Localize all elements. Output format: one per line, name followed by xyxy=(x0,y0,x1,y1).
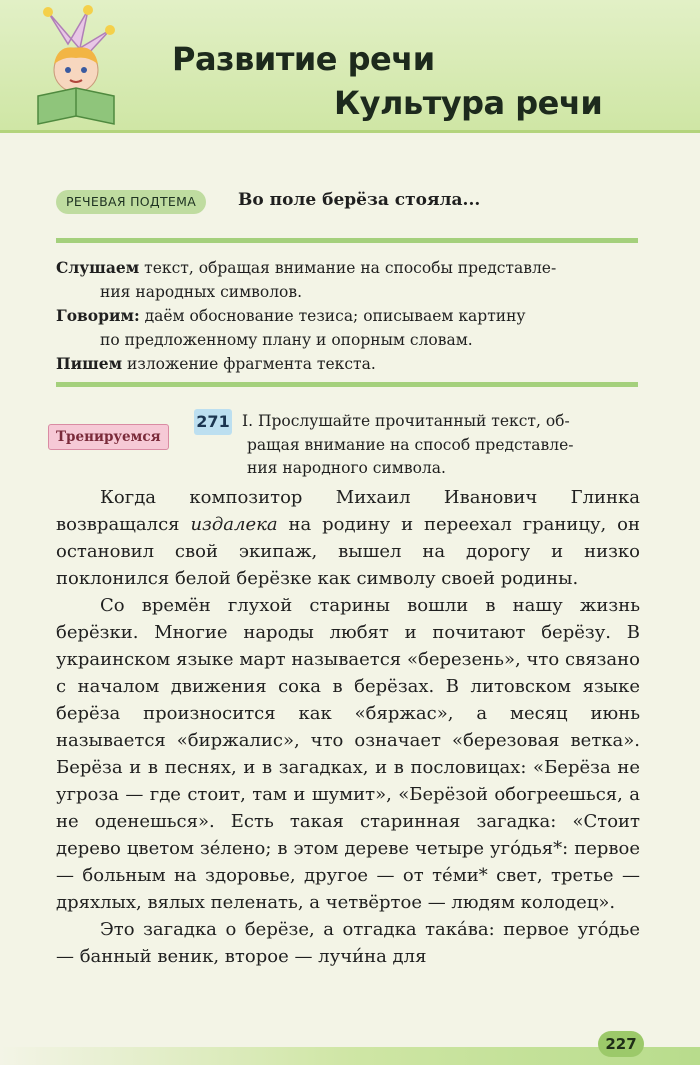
skills-block xyxy=(56,256,640,377)
paragraph-1: Когда композитор Михаил Иванович Глинка возвращался издалека на родину и переехал границу, он остановил свой экипаж, вышел на дорогу и низко поклонился белой берёзке как символу своей родины. xyxy=(56,487,641,589)
skill-speak: Говорим: даём обоснование тезиса; описываем картину xyxy=(56,306,526,325)
subtopic-badge: РЕЧЕВАЯ ПОДТЕМА xyxy=(56,190,206,214)
skill-write: Пишем изложение фрагмента текста. xyxy=(56,354,376,373)
divider-bottom xyxy=(56,382,638,387)
exercise-number: 271 xyxy=(194,409,232,435)
section-title-line-1: Развитие речи xyxy=(172,40,435,78)
mascot-reading-book-icon xyxy=(18,4,138,128)
page-number: 227 xyxy=(598,1031,644,1057)
divider-top xyxy=(56,238,638,243)
footer-band xyxy=(0,1047,700,1065)
task-line-1: I. Прослушайте прочитанный текст, об- xyxy=(242,412,570,430)
main-text xyxy=(56,484,640,970)
skill-speak-cont: по предложенному плану и опорным словам. xyxy=(100,330,473,349)
paragraph-2: Со времён глухой старины вошли в нашу жизнь берёзки. Многие народы любят и почитают берёзу. В украинском языке март называется «березень», что связано с началом движения сока в берёзах. В литовском языке берёза произносится как «бяржас», а месяц июнь называется «биржалис», что означает «березовая ветка». Берёза и в песнях, и в загадках, и в пословицах: «Берёза не угроза — где стоит, там и шумит», «Берёзой обогреешься, а не оденешься». Есть такая старинная загадка: «Стоит дерево цветом зе́лено; в этом дереве четыре уго́дья*: первое — больным на здоровье, другое — от те́ми* свет, третье — дряхлых, вялых пеленать, а четвёртое — людям колодец». xyxy=(56,595,640,913)
skill-listen: Слушаем текст, обращая внимание на способы представле- xyxy=(56,258,557,277)
section-title-line-2: Культура речи xyxy=(334,84,603,122)
task-line-3: ния народного символа. xyxy=(247,459,446,477)
subtopic-row xyxy=(56,188,646,218)
paragraph-3: Это загадка о берёзе, а отгадка така́ва: первое уго́дье — банный веник, второе — лучи́на для xyxy=(56,919,640,967)
training-tag: Тренируемся xyxy=(48,424,169,450)
subtopic-title: Во поле берёза стояла... xyxy=(238,190,481,210)
skill-listen-cont: ния народных символов. xyxy=(100,282,303,301)
exercise-task xyxy=(242,410,638,481)
task-line-2: ращая внимание на способ представле- xyxy=(247,435,574,454)
